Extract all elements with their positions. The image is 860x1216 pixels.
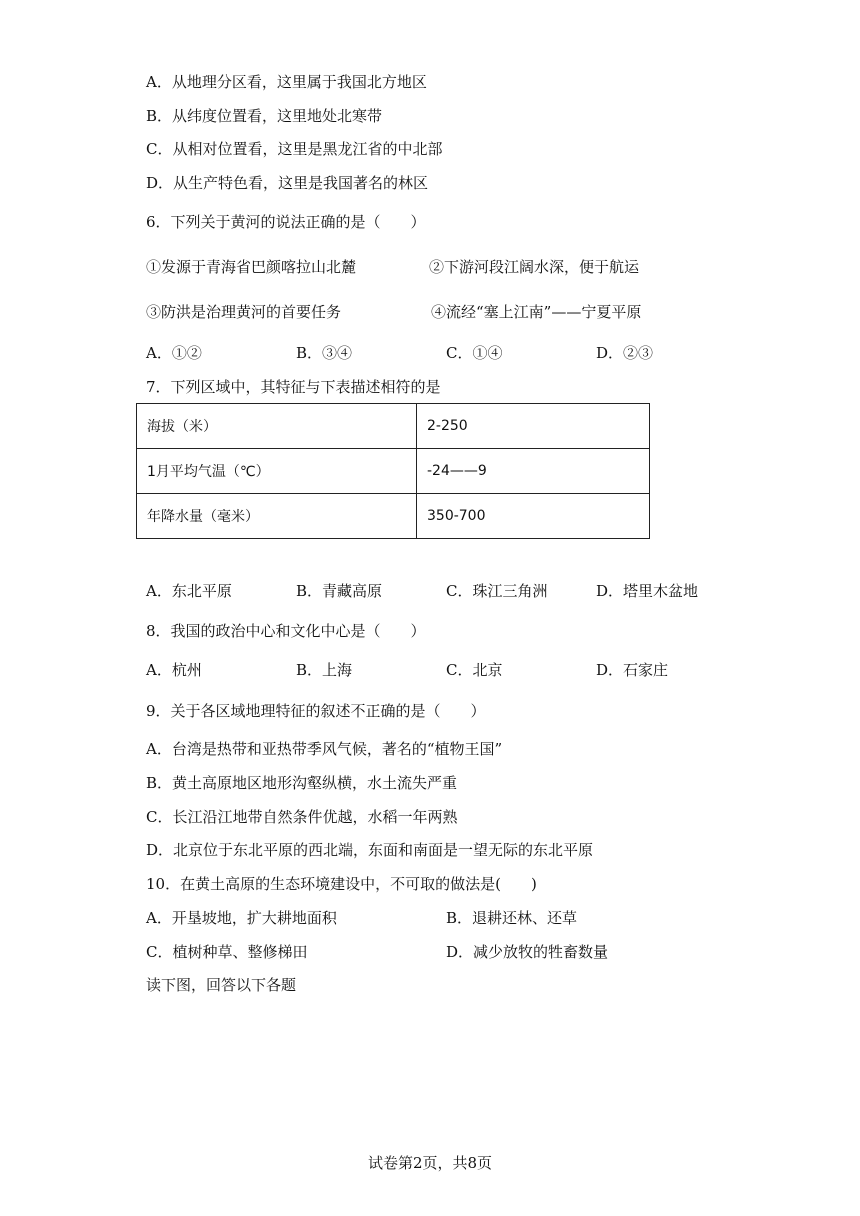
table-cell: 1月平均气温（℃） bbox=[137, 449, 417, 494]
q7-option-c: C．珠江三角洲 bbox=[446, 582, 548, 600]
q9-stem: 9．关于各区域地理特征的叙述不正确的是（ ） bbox=[146, 702, 486, 720]
instruction-text: 读下图，回答以下各题 bbox=[146, 976, 297, 994]
q7-option-d: D．塔里木盆地 bbox=[596, 582, 699, 600]
table-cell: -24——9 bbox=[417, 449, 650, 494]
q7-stem: 7．下列区域中，其特征与下表描述相符的是 bbox=[146, 378, 441, 396]
table-cell: 2-250 bbox=[417, 404, 650, 449]
q5-option-a: A．从地理分区看，这里属于我国北方地区 bbox=[146, 73, 427, 91]
q5-option-c: C．从相对位置看，这里是黑龙江省的中北部 bbox=[146, 140, 443, 158]
q10-stem: 10．在黄土高原的生态环境建设中，不可取的做法是( ) bbox=[146, 875, 537, 893]
q6-stem: 6．下列关于黄河的说法正确的是（ ） bbox=[146, 213, 426, 231]
q5-option-b: B．从纬度位置看，这里地处北寒带 bbox=[146, 107, 383, 125]
q8-option-a: A．杭州 bbox=[146, 661, 202, 679]
q8-option-d: D．石家庄 bbox=[596, 661, 669, 679]
table-cell: 年降水量（毫米） bbox=[137, 494, 417, 539]
q6-option-b: B．③④ bbox=[296, 344, 353, 362]
table-row bbox=[137, 449, 650, 494]
q10-option-b: B．退耕还林、还草 bbox=[446, 909, 578, 927]
q7-option-a: A．东北平原 bbox=[146, 582, 232, 600]
table-cell: 350-700 bbox=[417, 494, 650, 539]
q9-option-b: B．黄土高原地区地形沟壑纵横，水土流失严重 bbox=[146, 774, 458, 792]
page-footer: 试卷第2页，共8页 bbox=[367, 1154, 493, 1172]
q7-option-b: B．青藏高原 bbox=[296, 582, 383, 600]
q10-option-a: A．开垦坡地，扩大耕地面积 bbox=[146, 909, 337, 927]
q9-option-c: C．长江沿江地带自然条件优越，水稻一年两熟 bbox=[146, 808, 458, 826]
table-cell: 海拔（米） bbox=[137, 404, 417, 449]
q9-option-d: D．北京位于东北平原的西北端，东面和南面是一望无际的东北平原 bbox=[146, 841, 594, 859]
q8-stem: 8．我国的政治中心和文化中心是（ ） bbox=[146, 622, 426, 640]
q5-option-d: D．从生产特色看，这里是我国著名的林区 bbox=[146, 174, 429, 192]
q6-option-d: D．②③ bbox=[596, 344, 654, 362]
q8-option-b: B．上海 bbox=[296, 661, 353, 679]
table-row bbox=[137, 494, 650, 539]
q7-data-table bbox=[136, 403, 650, 539]
q6-statement-2: ②下游河段江阔水深，便于航运 bbox=[429, 258, 640, 276]
q6-statement-1: ①发源于青海省巴颜喀拉山北麓 bbox=[146, 258, 357, 276]
q8-option-c: C．北京 bbox=[446, 661, 503, 679]
q9-option-a: A．台湾是热带和亚热带季风气候，著名的“植物王国” bbox=[146, 740, 503, 758]
q10-option-c: C．植树种草、整修梯田 bbox=[146, 943, 308, 961]
q10-option-d: D．减少放牧的牲畜数量 bbox=[446, 943, 609, 961]
q6-statement-3: ③防洪是治理黄河的首要任务 bbox=[146, 303, 342, 321]
q6-option-c: C．①④ bbox=[446, 344, 503, 362]
q6-statement-4: ④流经“塞上江南”——宁夏平原 bbox=[431, 303, 642, 321]
table-row bbox=[137, 404, 650, 449]
q6-option-a: A．①② bbox=[146, 344, 202, 362]
